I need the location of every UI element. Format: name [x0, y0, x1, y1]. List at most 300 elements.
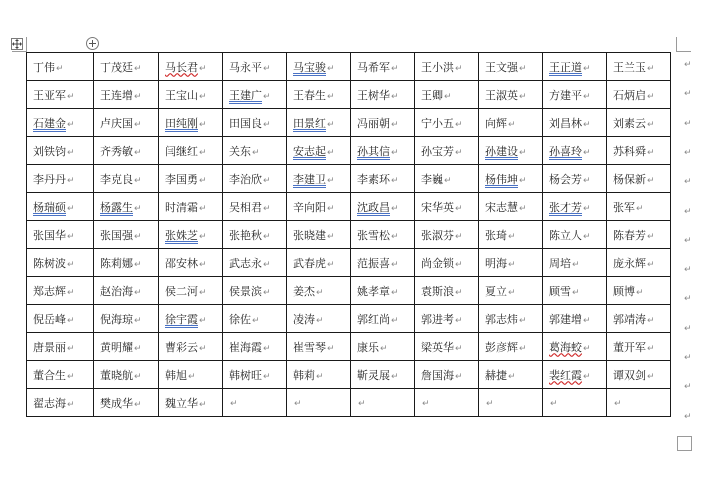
cell-text: 李克良: [100, 172, 133, 186]
cell-text: 王树华: [357, 88, 390, 102]
table-cell[interactable]: [287, 361, 351, 389]
cell-text: 王宝山: [165, 88, 198, 102]
table-cell[interactable]: [415, 193, 479, 221]
table-cell[interactable]: [607, 165, 671, 193]
paragraph-mark: ↵: [455, 63, 463, 74]
table-cell[interactable]: [351, 305, 415, 333]
cell-text: 周培: [549, 256, 571, 270]
cell-text: 郭志炜: [485, 312, 518, 326]
paragraph-mark: ↵: [519, 203, 527, 214]
table-cell[interactable]: [351, 165, 415, 193]
row-end-mark: ↵: [684, 294, 692, 305]
cell-text: 马长君: [165, 60, 198, 74]
cell-text: 靳灵展: [357, 368, 390, 382]
table-cell[interactable]: [223, 389, 287, 417]
table-cell[interactable]: [27, 53, 94, 81]
paragraph-mark: ↵: [391, 63, 399, 74]
cell-text: 王卿: [421, 88, 443, 102]
cell-text: 孙其信: [357, 144, 390, 158]
table-cell[interactable]: [351, 389, 415, 417]
table-cell[interactable]: [415, 333, 479, 361]
table-cell[interactable]: [94, 305, 159, 333]
cell-text: 丁伟: [33, 60, 55, 74]
paragraph-mark: ↵: [252, 315, 260, 326]
table-cell[interactable]: [415, 389, 479, 417]
table-cell[interactable]: [159, 137, 223, 165]
table-cell[interactable]: [159, 109, 223, 137]
table-cell[interactable]: [607, 361, 671, 389]
table-cell[interactable]: [223, 305, 287, 333]
paragraph-mark: ↵: [391, 203, 399, 214]
paragraph-mark: ↵: [134, 399, 142, 410]
cell-text: 张才芳: [549, 200, 582, 214]
cell-text: 樊成华: [100, 396, 133, 410]
paragraph-mark: ↵: [647, 343, 655, 354]
paragraph-mark: ↵: [67, 259, 75, 270]
table-cell[interactable]: [415, 165, 479, 193]
cell-text: 庞永辉: [613, 256, 646, 270]
table-cell[interactable]: [94, 109, 159, 137]
paragraph-mark: ↵: [199, 315, 207, 326]
table-cell[interactable]: [479, 193, 543, 221]
paragraph-mark: ↵: [263, 343, 271, 354]
cell-text: 康乐: [357, 340, 379, 354]
table-cell[interactable]: [607, 137, 671, 165]
paragraph-mark: ↵: [444, 91, 452, 102]
cell-text: 张艳秋: [229, 228, 262, 242]
paragraph-mark: ↵: [134, 203, 142, 214]
paragraph-mark: ↵: [327, 175, 335, 186]
table-cell[interactable]: [287, 249, 351, 277]
paragraph-mark: ↵: [327, 203, 335, 214]
paragraph-mark: ↵: [134, 259, 142, 270]
table-cell[interactable]: [415, 221, 479, 249]
paragraph-mark: ↵: [67, 175, 75, 186]
table-cell[interactable]: [159, 81, 223, 109]
cell-text: 郭靖涛: [613, 312, 646, 326]
paragraph-mark: ↵: [583, 147, 591, 158]
cell-text: 时清霜: [165, 200, 198, 214]
cell-text: 王正道: [549, 60, 582, 74]
paragraph-mark: ↵: [583, 231, 591, 242]
table-cell[interactable]: [287, 109, 351, 137]
table-cell[interactable]: [94, 249, 159, 277]
table-cell[interactable]: [94, 81, 159, 109]
cell-text: 夏立: [485, 284, 507, 298]
paragraph-mark: ↵: [199, 91, 207, 102]
paragraph-mark: ↵: [134, 175, 142, 186]
cell-text: 苏科舜: [613, 144, 646, 158]
cell-text: 范振喜: [357, 256, 390, 270]
paragraph-mark: ↵: [67, 287, 75, 298]
table-cell[interactable]: [543, 249, 607, 277]
table-cell[interactable]: [94, 221, 159, 249]
table-cell[interactable]: [94, 389, 159, 417]
table-cell[interactable]: [159, 389, 223, 417]
cell-text: 侯二河: [165, 284, 198, 298]
paragraph-mark: ↵: [316, 287, 324, 298]
table-cell[interactable]: [415, 305, 479, 333]
table-cell[interactable]: [543, 137, 607, 165]
cell-text: 董开军: [613, 340, 646, 354]
table-cell[interactable]: [94, 333, 159, 361]
table-cell[interactable]: [159, 277, 223, 305]
paragraph-mark: ↵: [647, 147, 655, 158]
table-cell[interactable]: [223, 221, 287, 249]
paragraph-mark: ↵: [230, 399, 238, 409]
paragraph-mark: ↵: [199, 343, 207, 354]
table-cell[interactable]: [27, 81, 94, 109]
cell-text: 安志起: [293, 144, 326, 158]
cell-text: 武春虎: [293, 256, 326, 270]
paragraph-mark: ↵: [327, 259, 335, 270]
table-cell[interactable]: [287, 333, 351, 361]
table-cell[interactable]: [27, 389, 94, 417]
table-cell[interactable]: [27, 361, 94, 389]
table-cell[interactable]: [287, 53, 351, 81]
cell-text: 张晓建: [293, 228, 326, 242]
table-cell[interactable]: [543, 361, 607, 389]
table-move-handle-icon[interactable]: [11, 38, 23, 50]
paragraph-mark: ↵: [583, 315, 591, 326]
paragraph-mark: ↵: [199, 119, 207, 130]
cell-text: 邵安林: [165, 256, 198, 270]
table-cell[interactable]: [351, 109, 415, 137]
paragraph-mark: ↵: [583, 91, 591, 102]
table-cell[interactable]: [223, 361, 287, 389]
table-cell[interactable]: [287, 193, 351, 221]
table-cell[interactable]: [94, 53, 159, 81]
table-cell[interactable]: [223, 277, 287, 305]
table-cell[interactable]: [223, 137, 287, 165]
paragraph-mark: ↵: [199, 147, 207, 158]
table-cell[interactable]: [27, 333, 94, 361]
table-cell[interactable]: [159, 193, 223, 221]
cell-text: 吴相君: [229, 200, 262, 214]
paragraph-mark: ↵: [199, 399, 207, 410]
cell-text: 谭双剑: [613, 368, 646, 382]
table-cell[interactable]: [287, 389, 351, 417]
paragraph-mark: ↵: [327, 119, 335, 130]
table-cell[interactable]: [415, 53, 479, 81]
table-cell[interactable]: [223, 53, 287, 81]
paragraph-mark: ↵: [327, 147, 335, 158]
row-end-mark: ↵: [684, 411, 692, 422]
table-cell[interactable]: [223, 333, 287, 361]
name-table: [26, 52, 671, 417]
table-cell[interactable]: [351, 249, 415, 277]
cell-text: 方建平: [549, 88, 582, 102]
paragraph-mark: ↵: [252, 147, 260, 158]
table-row: [27, 361, 671, 389]
table-cell[interactable]: [607, 221, 671, 249]
cell-text: 詹国海: [421, 368, 454, 382]
table-cell[interactable]: [479, 137, 543, 165]
table-cell[interactable]: [287, 137, 351, 165]
table-cell[interactable]: [94, 137, 159, 165]
table-cell[interactable]: [543, 193, 607, 221]
table-cell[interactable]: [27, 249, 94, 277]
cell-text: 张国华: [33, 228, 66, 242]
cell-text: 崔海霞: [229, 340, 262, 354]
paragraph-mark: ↵: [647, 91, 655, 102]
table-cell[interactable]: [415, 361, 479, 389]
table-cell[interactable]: [287, 305, 351, 333]
table-cell[interactable]: [351, 277, 415, 305]
cell-text: 姚孝章: [357, 284, 390, 298]
cell-text: 关东: [229, 144, 251, 158]
table-cell[interactable]: [351, 193, 415, 221]
table-cell[interactable]: [543, 277, 607, 305]
cell-text: 闫继红: [165, 144, 198, 158]
table-cell[interactable]: [607, 193, 671, 221]
table-cell[interactable]: [607, 333, 671, 361]
table-cell[interactable]: [479, 221, 543, 249]
paragraph-mark: ↵: [67, 91, 75, 102]
cell-text: 田景红: [293, 116, 326, 130]
table-cell[interactable]: [543, 333, 607, 361]
paragraph-mark: ↵: [327, 343, 335, 354]
paragraph-mark: ↵: [583, 175, 591, 186]
table-cell[interactable]: [607, 389, 671, 417]
cell-text: 王亚军: [33, 88, 66, 102]
paragraph-mark: ↵: [391, 175, 399, 186]
table-cell[interactable]: [415, 137, 479, 165]
cell-text: 王小洪: [421, 60, 454, 74]
cell-text: 顾博: [613, 284, 635, 298]
paragraph-mark: ↵: [380, 343, 388, 354]
table-cell[interactable]: [543, 165, 607, 193]
cell-text: 梁英华: [421, 340, 454, 354]
cell-text: 袁斯浪: [421, 284, 454, 298]
paragraph-mark: ↵: [519, 91, 527, 102]
cell-text: 宋志慧: [485, 200, 518, 214]
row-end-mark: ↵: [684, 353, 692, 363]
table-cell[interactable]: [479, 109, 543, 137]
table-cell[interactable]: [479, 305, 543, 333]
cell-text: 徐宇霞: [165, 312, 198, 326]
paragraph-mark: ↵: [391, 119, 399, 130]
paragraph-mark: ↵: [455, 203, 463, 214]
paragraph-mark: ↵: [422, 399, 430, 409]
paragraph-mark: ↵: [391, 231, 399, 242]
table-cell[interactable]: [415, 249, 479, 277]
table-cell[interactable]: [159, 249, 223, 277]
table-cell[interactable]: [479, 389, 543, 417]
table-cell[interactable]: [94, 277, 159, 305]
cell-text: 凌涛: [293, 312, 315, 326]
table-cell[interactable]: [27, 193, 94, 221]
table-cell[interactable]: [223, 249, 287, 277]
table-cell[interactable]: [543, 305, 607, 333]
paragraph-mark: ↵: [67, 399, 75, 410]
cell-text: 明海: [485, 256, 507, 270]
cell-text: 郭建增: [549, 312, 582, 326]
cell-text: 葛海蛟: [549, 340, 582, 354]
table-cell[interactable]: [159, 333, 223, 361]
cell-text: 张国强: [100, 228, 133, 242]
page-margin-corner-top-right: [676, 37, 691, 52]
table-cell[interactable]: [543, 221, 607, 249]
paragraph-mark: ↵: [647, 63, 655, 74]
table-cell[interactable]: [351, 137, 415, 165]
paragraph-mark: ↵: [327, 63, 335, 74]
table-cell[interactable]: [479, 277, 543, 305]
table-cell[interactable]: [607, 277, 671, 305]
paragraph-mark: ↵: [550, 399, 558, 409]
table-cell[interactable]: [287, 221, 351, 249]
table-cell[interactable]: [27, 165, 94, 193]
table-cell[interactable]: [479, 81, 543, 109]
table-cell[interactable]: [607, 305, 671, 333]
paragraph-mark: ↵: [263, 287, 271, 298]
table-cell[interactable]: [479, 165, 543, 193]
paragraph-mark: ↵: [391, 315, 399, 326]
paragraph-mark: ↵: [508, 259, 516, 270]
cell-text: 王淑英: [485, 88, 518, 102]
paragraph-mark: ↵: [134, 287, 142, 298]
paragraph-mark: ↵: [636, 287, 644, 298]
table-cell[interactable]: [94, 361, 159, 389]
table-cell[interactable]: [94, 165, 159, 193]
paragraph-mark: ↵: [134, 371, 142, 382]
table-cell[interactable]: [415, 81, 479, 109]
table-cell[interactable]: [27, 221, 94, 249]
table-cell[interactable]: [607, 249, 671, 277]
table-cell[interactable]: [159, 305, 223, 333]
paragraph-mark: ↵: [636, 203, 644, 214]
table-cell[interactable]: [223, 81, 287, 109]
table-cell[interactable]: [159, 361, 223, 389]
table-cell[interactable]: [543, 53, 607, 81]
table-row: [27, 53, 671, 81]
table-row: [27, 221, 671, 249]
cell-text: 向辉: [485, 116, 507, 130]
row-end-mark: ↵: [684, 89, 692, 100]
table-cell[interactable]: [543, 109, 607, 137]
paragraph-mark: ↵: [486, 399, 494, 409]
paragraph-mark: ↵: [455, 259, 463, 270]
row-end-mark: ↵: [684, 235, 692, 246]
paragraph-mark: ↵: [199, 203, 207, 214]
table-cell[interactable]: [351, 53, 415, 81]
cell-text: 王建广: [229, 88, 262, 102]
paragraph-mark: ↵: [134, 119, 142, 130]
cell-text: 王兰玉: [613, 60, 646, 74]
table-cell[interactable]: [94, 193, 159, 221]
cell-text: 杨保新: [613, 172, 646, 186]
cell-text: 田国良: [229, 116, 262, 130]
cell-text: 孙宝芳: [421, 144, 454, 158]
cell-text: 张雪松: [357, 228, 390, 242]
insert-column-plus-icon[interactable]: [86, 37, 99, 50]
table-cell[interactable]: [159, 221, 223, 249]
table-cell[interactable]: [607, 53, 671, 81]
paragraph-mark: ↵: [572, 287, 580, 298]
cell-text: 李治欣: [229, 172, 262, 186]
cell-text: 马永平: [229, 60, 262, 74]
paragraph-mark: ↵: [263, 119, 271, 130]
row-end-mark: ↵: [684, 60, 692, 70]
table-cell[interactable]: [223, 193, 287, 221]
cell-text: 顾雪: [549, 284, 571, 298]
table-cell[interactable]: [159, 53, 223, 81]
table-row: [27, 277, 671, 305]
cell-text: 姜杰: [293, 284, 315, 298]
table-cell[interactable]: [607, 81, 671, 109]
cell-text: 黄明耀: [100, 340, 133, 354]
table-cell[interactable]: [415, 277, 479, 305]
cell-text: 陈莉娜: [100, 256, 133, 270]
table-cell[interactable]: [159, 165, 223, 193]
paragraph-mark: ↵: [519, 147, 527, 158]
paragraph-mark: ↵: [508, 287, 516, 298]
table-cell[interactable]: [479, 361, 543, 389]
table-cell[interactable]: [415, 109, 479, 137]
table-cell[interactable]: [479, 249, 543, 277]
paragraph-mark: ↵: [134, 231, 142, 242]
table-cell[interactable]: [351, 333, 415, 361]
paragraph-mark: ↵: [316, 315, 324, 326]
table-cell[interactable]: [351, 361, 415, 389]
paragraph-mark: ↵: [263, 175, 271, 186]
table-cell[interactable]: [27, 277, 94, 305]
cell-text: 杨伟坤: [485, 172, 518, 186]
cell-text: 郭红尚: [357, 312, 390, 326]
table-cell[interactable]: [543, 389, 607, 417]
cell-text: 沈政昌: [357, 200, 390, 214]
table-cell[interactable]: [27, 137, 94, 165]
table-cell[interactable]: [27, 305, 94, 333]
table-cell[interactable]: [287, 165, 351, 193]
cell-text: 张淑芬: [421, 228, 454, 242]
cell-text: 董晓航: [100, 368, 133, 382]
table-cell[interactable]: [351, 81, 415, 109]
table-cell[interactable]: [479, 333, 543, 361]
paragraph-mark: ↵: [614, 399, 622, 409]
cell-text: 田纯刚: [165, 116, 198, 130]
paragraph-mark: ↵: [67, 343, 75, 354]
table-cell[interactable]: [287, 277, 351, 305]
table-cell[interactable]: [607, 109, 671, 137]
table-cell[interactable]: [287, 81, 351, 109]
table-cell[interactable]: [543, 81, 607, 109]
table-cell[interactable]: [479, 53, 543, 81]
cell-text: 倪岳峰: [33, 312, 66, 326]
paragraph-mark: ↵: [199, 175, 207, 186]
table-cell[interactable]: [223, 109, 287, 137]
table-cell[interactable]: [27, 109, 94, 137]
table-cell[interactable]: [351, 221, 415, 249]
cell-text: 杨瑞硕: [33, 200, 66, 214]
table-row: [27, 81, 671, 109]
cell-text: 王连增: [100, 88, 133, 102]
page-margin-corner-bottom-right: [677, 436, 692, 451]
cell-text: 张姝芝: [165, 228, 198, 242]
paragraph-mark: ↵: [508, 371, 516, 382]
paragraph-mark: ↵: [519, 315, 527, 326]
paragraph-mark: ↵: [134, 343, 142, 354]
row-end-mark: ↵: [684, 323, 692, 334]
paragraph-mark: ↵: [519, 175, 527, 186]
table-cell[interactable]: [223, 165, 287, 193]
paragraph-mark: ↵: [199, 63, 207, 74]
paragraph-mark: ↵: [67, 231, 75, 242]
paragraph-mark: ↵: [583, 119, 591, 130]
cell-text: 齐秀敏: [100, 144, 133, 158]
paragraph-mark: ↵: [188, 371, 196, 382]
cell-text: 倪海琼: [100, 312, 133, 326]
